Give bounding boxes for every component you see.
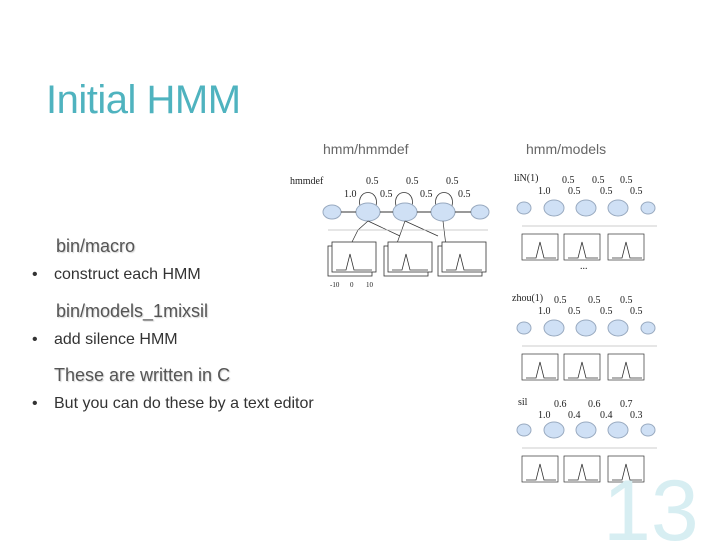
hmm-state <box>641 202 655 214</box>
transition-prob-label: 1.0 <box>538 306 551 317</box>
gaussian-box <box>608 354 644 380</box>
transition-prob-label: 0.5 <box>588 295 601 306</box>
gaussian-box <box>522 456 558 482</box>
hmm-state <box>608 320 628 336</box>
bullet-dot: • <box>32 395 38 412</box>
transition-prob-label: 0.5 <box>446 176 459 187</box>
hmm-state <box>641 322 655 334</box>
bullet-dot: • <box>32 331 38 348</box>
gaussian-box <box>564 456 600 482</box>
transition-prob-label: 1.0 <box>538 410 551 421</box>
hmm-state <box>576 422 596 438</box>
bullet-text: add silence HMM <box>54 331 178 348</box>
transition-prob-label: 0.5 <box>458 189 471 200</box>
transition-prob-label: 0.5 <box>620 295 633 306</box>
gaussian-box <box>608 234 644 260</box>
transition-prob-label: 0.5 <box>620 175 633 186</box>
axis-tick: -10 <box>330 281 340 289</box>
transition-prob-label: 0.6 <box>588 399 601 410</box>
hmm-state <box>517 202 531 214</box>
hmm-name-label: zhou(1) <box>512 293 544 304</box>
transition-prob-label: 0.5 <box>568 186 581 197</box>
transition-prob-label: 0.5 <box>630 306 643 317</box>
models-diagram-1 <box>512 170 662 270</box>
slide-title: Initial HMM <box>46 78 241 122</box>
hmm-state <box>356 203 380 221</box>
gaussian-plot <box>526 362 642 378</box>
hmm-state <box>544 320 564 336</box>
hmm-state <box>517 322 531 334</box>
ellipsis-text: ... <box>580 261 588 270</box>
transition-prob-label: 0.5 <box>554 295 567 306</box>
gaussian-box <box>564 234 600 260</box>
hmm-state <box>576 320 596 336</box>
transition-prob-label: 0.6 <box>554 399 567 410</box>
hmm-name-label: liN(1) <box>514 173 539 184</box>
transition-prob-label: 0.5 <box>592 175 605 186</box>
bullet-text: But you can do these by a text editor <box>54 395 314 412</box>
hmm-name-label: hmmdef <box>290 176 324 187</box>
gaussian-box <box>522 234 558 260</box>
model-diagram-svg <box>512 290 662 388</box>
transition-prob-label: 0.5 <box>562 175 575 186</box>
bullet-silence <box>32 331 178 349</box>
transition-prob-label: 0.5 <box>600 306 613 317</box>
model-diagram-svg <box>512 170 662 270</box>
gaussian-plot <box>384 242 432 276</box>
transition-prob-label: 0.5 <box>568 306 581 317</box>
hmmdef-diagram-svg <box>288 170 498 290</box>
transition-prob-label: 0.5 <box>600 186 613 197</box>
hmmdef-diagram <box>288 170 498 290</box>
hmm-state <box>576 200 596 216</box>
section-heading-macro: bin/macro <box>56 236 136 256</box>
models-diagram-2 <box>512 290 662 388</box>
gaussian-plot <box>438 242 486 276</box>
section-heading-written-in-c: These are written in C <box>54 365 231 385</box>
transition-prob-label: 1.0 <box>344 189 357 200</box>
bullet-text-editor <box>32 395 314 413</box>
hmm-state <box>544 200 564 216</box>
transition-prob-label: 0.7 <box>620 399 633 410</box>
transition-prob-label: 0.3 <box>630 410 643 421</box>
hmm-state <box>608 200 628 216</box>
section-heading-models-1mixsil: bin/models_1mixsil <box>56 301 209 321</box>
bullet-construct <box>32 266 201 284</box>
transition-prob-label: 0.5 <box>366 176 379 187</box>
hmm-state <box>641 424 655 436</box>
gaussian-box <box>522 354 558 380</box>
axis-tick: 0 <box>350 281 354 289</box>
gaussian-plot <box>526 242 642 258</box>
column-label-hmmdef: hmm/hmmdef <box>323 141 409 157</box>
transition-prob-label: 0.4 <box>568 410 581 421</box>
hmm-state <box>608 422 628 438</box>
hmm-state <box>517 424 531 436</box>
hmm-state <box>471 205 489 219</box>
transition-prob-label: 0.5 <box>380 189 393 200</box>
hmm-name-label: sil <box>518 397 528 408</box>
hmm-state <box>431 203 455 221</box>
bullet-text: construct each HMM <box>54 266 201 283</box>
transition-prob-label: 0.5 <box>630 186 643 197</box>
column-label-models: hmm/models <box>526 141 607 157</box>
transition-prob-label: 1.0 <box>538 186 551 197</box>
gaussian-plot <box>328 242 376 276</box>
transition-prob-label: 0.5 <box>420 189 433 200</box>
gaussian-box <box>564 354 600 380</box>
transition-prob-label: 0.4 <box>600 410 613 421</box>
bullet-dot: • <box>32 266 38 283</box>
hmm-state <box>393 203 417 221</box>
hmm-state <box>544 422 564 438</box>
transition-prob-label: 0.5 <box>406 176 419 187</box>
slide-number: 13 <box>603 463 699 559</box>
hmm-state <box>323 205 341 219</box>
axis-tick: 10 <box>366 281 373 289</box>
